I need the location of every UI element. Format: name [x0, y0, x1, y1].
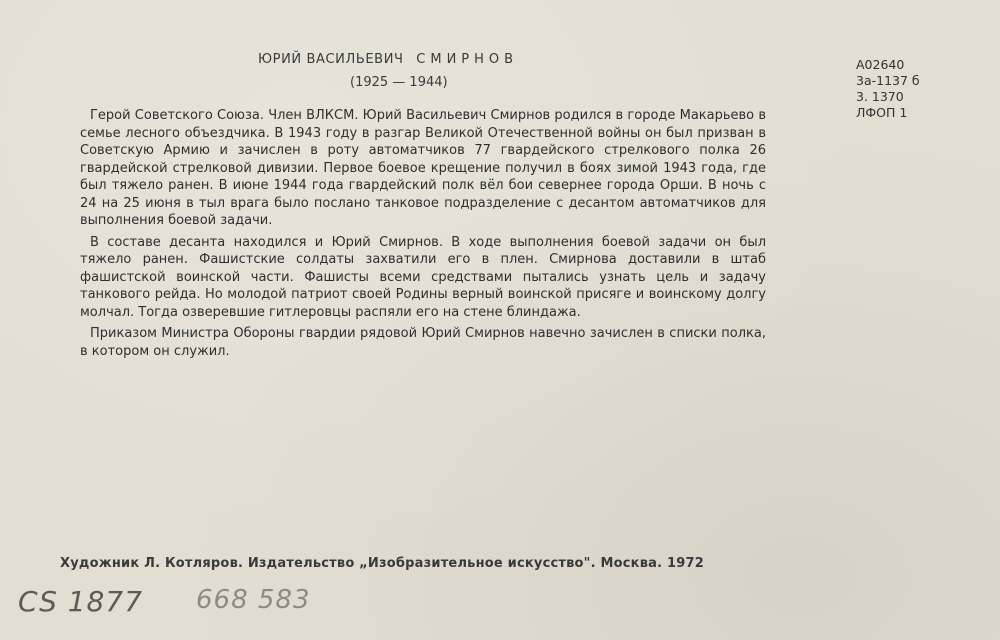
biography-paragraph: Приказом Министра Обороны гвардии рядовой Юрий Смирнов навечно зачислен в списки полка, в котором он служил.	[80, 326, 766, 359]
hero-life-years: (1925 — 1944)	[350, 75, 448, 90]
handwritten-inventory-number: CS 1877	[18, 585, 144, 618]
publisher-credit: Художник Л. Котляров. Издательство „Изобразительное искусство". Москва. 1972	[60, 556, 704, 571]
biography-text	[80, 107, 766, 364]
publication-code: 3а-1137 б	[856, 73, 920, 88]
publication-code: А02640	[856, 57, 905, 72]
publication-code: ЛФОП 1	[856, 105, 908, 120]
biography-paragraph: Герой Советского Союза. Член ВЛКСМ. Юрий Васильевич Смирнов родился в городе Макарьево в семье лесного объездчика. В 1943 году в разгар Великой Отечественной войны он был призван в Советскую Армию и зачислен в роту автоматчиков 77 гвардейского стрелкового полка 26 гвардейской стрелковой дивизии. Первое боевое крещение получил в боях зимой 1943 года, где был тяжело ранен. В июне 1944 года гвардейский полк вёл бои севернее города Орши. В ночь с 24 на 25 июня в тыл врага было послано танковое подразделение с десантом автоматчиков для выполнения боевой задачи.	[80, 108, 766, 228]
handwritten-faint-number: 668 583	[196, 585, 311, 615]
hero-first-names: ЮРИЙ ВАСИЛЬЕВИЧ	[258, 52, 404, 67]
publication-codes	[856, 57, 920, 121]
publication-code: 3. 1370	[856, 89, 904, 104]
hero-surname: СМИРНОВ	[416, 52, 519, 67]
hero-name-heading	[258, 52, 518, 67]
biography-paragraph: В составе десанта находился и Юрий Смирнов. В ходе выполнения боевой задачи он был тяжело ранен. Фашистские солдаты захватили его в плен. Смирнова доставили в штаб фашистской воинской части. Фашисты всеми средствами пытались узнать цель и задачу танкового рейда. Но молодой патриот своей Родины верный воинской присяге и воинскому долгу молчал. Тогда озверевшие гитлеровцы распяли его на стене блиндажа.	[80, 234, 766, 320]
